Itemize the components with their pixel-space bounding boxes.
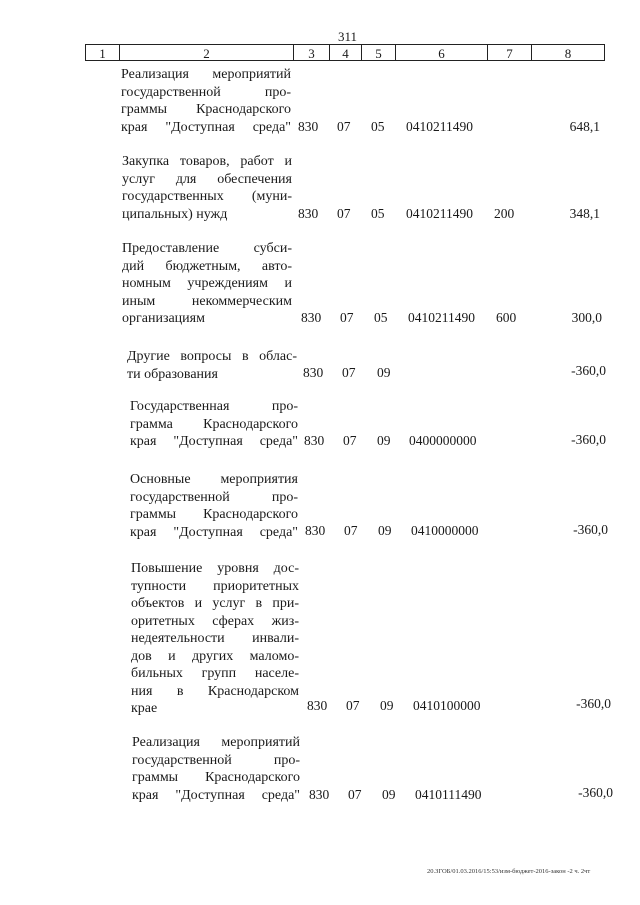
cell-rz: 07 [337, 119, 351, 134]
cell-rz: 07 [346, 698, 360, 713]
cell-rz: 07 [343, 433, 357, 448]
cell-pr: 09 [378, 523, 392, 538]
cell-csr: 0410000000 [411, 523, 479, 538]
cell-gr: 830 [307, 698, 328, 713]
header-cell-4: 4 [329, 44, 361, 61]
cell-vr: 600 [496, 310, 517, 325]
row-name: Предоставление субси- дий бюджетным, авто- номным учреждениям и иным некоммерческим организациям [122, 241, 292, 326]
row-name: Закупка товаров, работ и услуг для обеспечения государственных (муни- ципальных) нужд [122, 154, 292, 222]
cell-gr: 830 [298, 206, 319, 221]
header-cell-8: 8 [531, 44, 605, 61]
header-cell-7: 7 [487, 44, 531, 61]
header-cell-3: 3 [293, 44, 329, 61]
cell-csr: 0410211490 [408, 310, 475, 325]
cell-pr: 09 [382, 787, 396, 802]
cell-sum: 648,1 [569, 119, 600, 134]
cell-pr: 05 [374, 310, 388, 325]
cell-csr: 0400000000 [409, 433, 477, 448]
cell-sum: -360,0 [578, 785, 613, 800]
cell-csr: 0410211490 [406, 119, 473, 134]
cell-pr: 09 [380, 698, 394, 713]
cell-sum: -360,0 [571, 363, 606, 378]
row-name: Основные мероприятия государственной про- граммы Краснодарского края "Доступная среда" [130, 472, 298, 540]
cell-csr: 0410100000 [413, 698, 481, 713]
footer-stamp: 20.ЗГОБ/01.03.2016/15:53/изм-бюджет-2016-закон -2 ч. 2чт [427, 868, 591, 875]
cell-gr: 830 [298, 119, 319, 134]
cell-sum: -360,0 [573, 522, 608, 537]
cell-rz: 07 [344, 523, 358, 538]
cell-gr: 830 [303, 365, 324, 380]
cell-sum: 300,0 [571, 310, 602, 325]
header-cell-5: 5 [361, 44, 395, 61]
cell-rz: 07 [340, 310, 354, 325]
cell-csr: 0410111490 [415, 787, 482, 802]
header-cell-2: 2 [119, 44, 293, 61]
cell-pr: 05 [371, 119, 385, 134]
cell-pr: 09 [377, 365, 391, 380]
cell-pr: 09 [377, 433, 391, 448]
cell-rz: 07 [348, 787, 362, 802]
cell-pr: 05 [371, 206, 385, 221]
page-number: 311 [338, 29, 358, 44]
cell-sum: 348,1 [569, 206, 600, 221]
cell-rz: 07 [337, 206, 351, 221]
cell-gr: 830 [305, 523, 326, 538]
row-name: Другие вопросы в облас- ти образования [127, 349, 297, 382]
row-name: Повышение уровня дос- тупности приоритетных объектов и услуг в при- оритетных сферах жиз- недеятельности инвали- дов и других маломо- бильных групп населе- ния в Краснодарском крае [131, 561, 299, 716]
cell-gr: 830 [304, 433, 325, 448]
row-name: Государственная про- грамма Краснодарского края "Доступная среда" [130, 399, 298, 449]
row-name: Реализация мероприятий государственной про- граммы Краснодарского края "Доступная среда" [121, 67, 291, 135]
cell-sum: -360,0 [576, 696, 611, 711]
cell-gr: 830 [301, 310, 322, 325]
header-cell-6: 6 [395, 44, 487, 61]
cell-csr: 0410211490 [406, 206, 473, 221]
cell-gr: 830 [309, 787, 330, 802]
header-cell-1: 1 [85, 44, 119, 61]
cell-rz: 07 [342, 365, 356, 380]
cell-vr: 200 [494, 206, 515, 221]
row-name: Реализация мероприятий государственной про- граммы Краснодарского края "Доступная среда" [132, 735, 300, 803]
cell-sum: -360,0 [571, 432, 606, 447]
